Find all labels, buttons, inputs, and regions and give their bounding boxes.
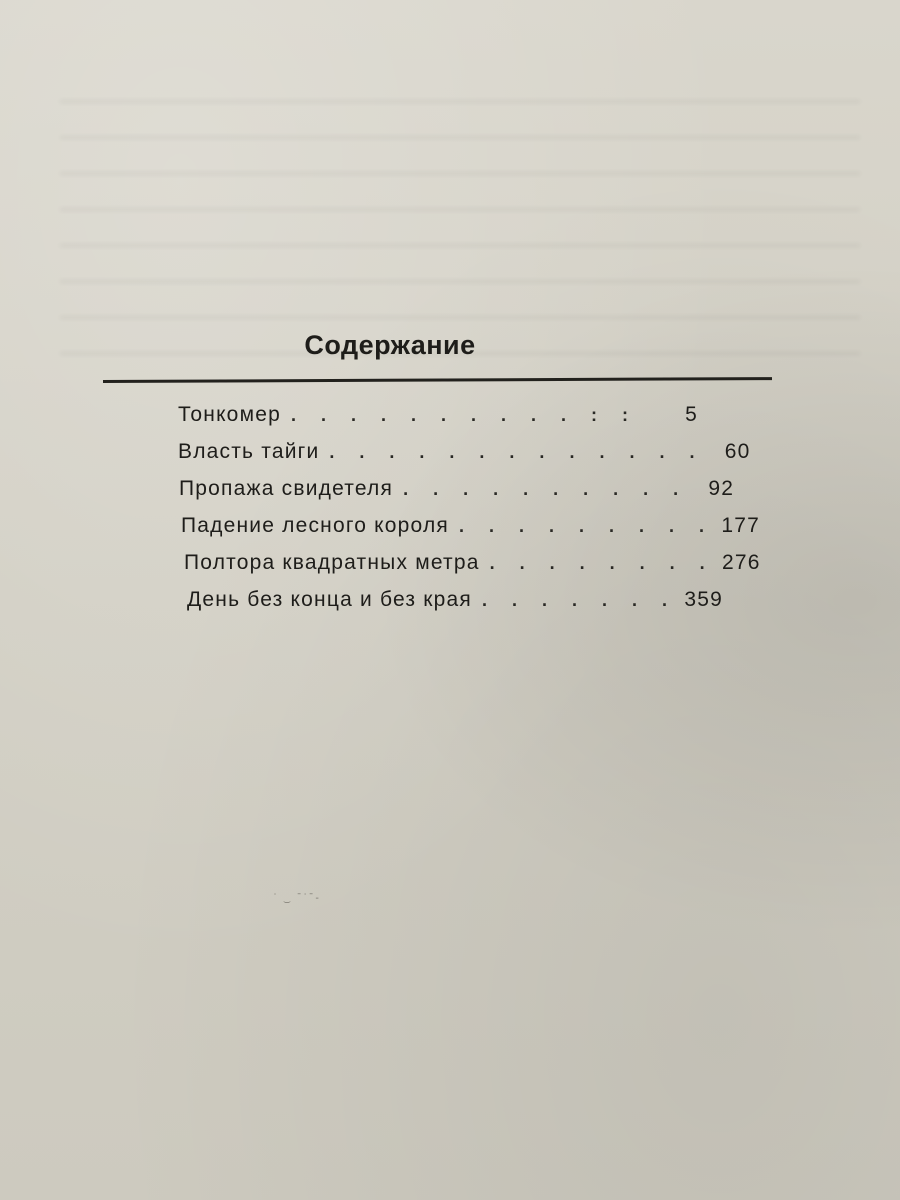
toc-entry [178,403,698,440]
toc-entry-title: Власть тайги [178,440,320,463]
page-title: Содержание [304,330,476,360]
toc-leader-dots: . . . . . . . [481,590,677,610]
toc-leader-dots: . . . . . . . . . [459,516,715,536]
toc-entry-title: Тонкомер [178,403,281,426]
toc-leader-dots: . . . . . . . . . . [403,479,689,499]
toc-entry-page: 5 [685,403,698,426]
toc-entry-title: Падение лесного короля [181,514,449,537]
toc-leader-dots: . . . . . . . . . . : : [290,405,638,425]
toc-leader-dots: . . . . . . . . [489,553,715,573]
toc-entry [181,514,761,551]
heading-rule [103,377,772,383]
toc-entry-page: 177 [721,514,761,537]
table-of-contents [178,403,761,625]
bleed-through-text [60,100,860,360]
toc-leader-dots: . . . . . . . . . . . . . [329,442,705,462]
toc-entry-page: 92 [708,477,735,500]
toc-entry [187,588,723,625]
toc-entry-title: День без конца и без края [187,588,472,611]
toc-entry-title: Пропажа свидетеля [179,477,394,500]
toc-entry-page: 359 [684,588,723,611]
toc-entry-page: 276 [721,551,761,574]
toc-entry-page: 60 [724,440,751,463]
toc-entry [184,551,761,588]
toc-entry-title: Полтора квадратных метра [184,551,480,574]
toc-entry [178,440,751,477]
ink-smudge: ˙ ‿ ˉ˙ˉ- [272,893,321,904]
toc-entry [179,477,735,514]
